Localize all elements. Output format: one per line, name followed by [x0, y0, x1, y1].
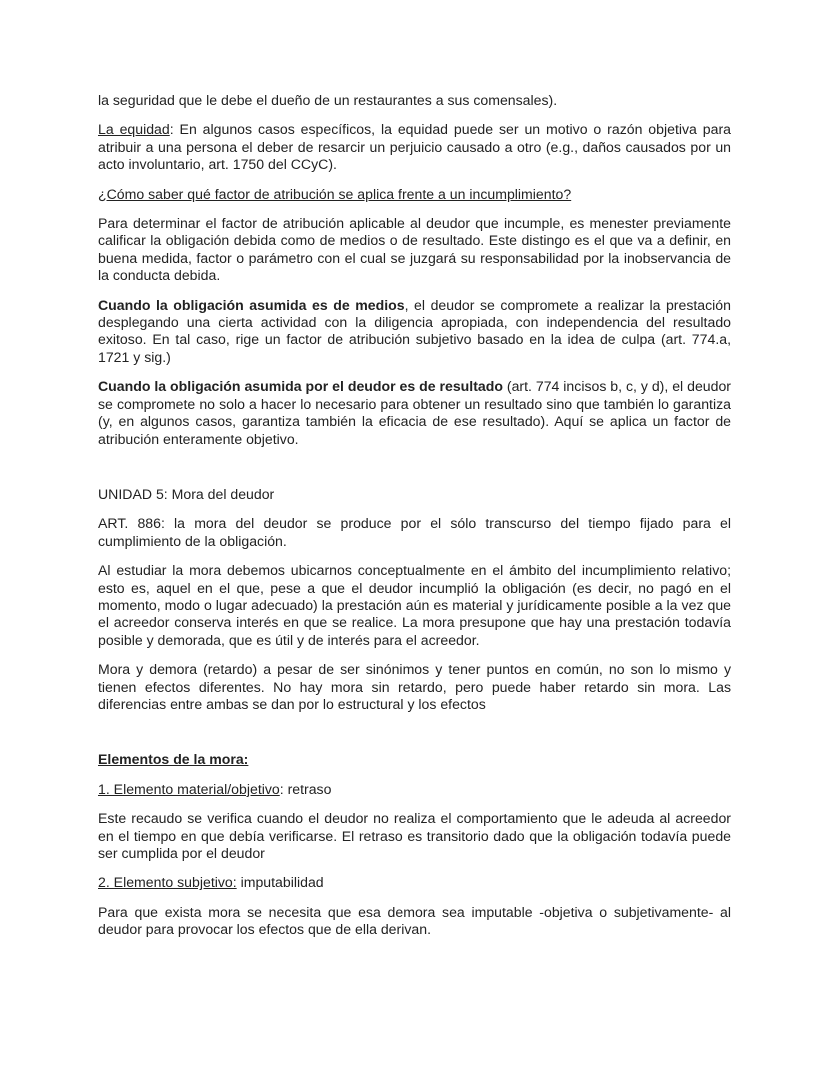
- unit-heading: [98, 486, 731, 503]
- element-2-heading: [98, 874, 731, 891]
- paragraph-text: Para determinar el factor de atribución aplicable al deudor que incumple, es menester previamente calificar la obligación debida como de medios o de resultado. Este distingo es el que va a definir, en buena medida, factor o parámetro con el cual se juzgará su responsabilidad por la inobservancia de la conducta debida.: [98, 215, 731, 284]
- question-text: ¿Cómo saber qué factor de atribución se aplica frente a un incumplimiento?: [98, 185, 572, 202]
- bold-lead-resultado: Cuando la obligación asumida por el deudor es de resultado: [98, 378, 503, 395]
- paragraph-restaurant: [98, 92, 731, 109]
- paragraph-text: Al estudiar la mora debemos ubicarnos conceptualmente en el ámbito del incumplimiento relativo; esto es, aquel en el que, pese a que el deudor incumplió la obligación (es decir, no pagó en el momento, modo o lugar adecuado) la prestación aún es material y jurídicamente posible a la vez que el acreedor conserva interés en que se realice. La mora presupone que hay una prestación todavía posible y demorada, que es útil y de interés para el acreedor.: [98, 562, 731, 648]
- element-2-label: 2. Elemento subjetivo:: [98, 874, 237, 891]
- paragraph-medios: [98, 297, 731, 367]
- element-1-heading: [98, 781, 731, 798]
- bold-lead-medios: Cuando la obligación asumida es de medios: [98, 296, 405, 313]
- paragraph-text: Mora y demora (retardo) a pesar de ser sinónimos y tener puntos en común, no son lo mismo y tienen efectos diferentes. No hay mora sin retardo, pero puede haber retardo sin mora. Las diferencias entre ambas se dan por lo estructural y los efectos: [98, 661, 731, 712]
- paragraph-text: ART. 886: la mora del deudor se produce por el sólo transcurso del tiempo fijado para el cumplimiento de la obligación.: [98, 515, 731, 549]
- paragraph-mora-concepto: [98, 562, 731, 649]
- element-1-label: 1. Elemento material/objetivo: [98, 780, 280, 797]
- paragraph-imputabilidad: [98, 904, 731, 939]
- paragraph-resultado: [98, 378, 731, 448]
- paragraph-factor: [98, 215, 731, 285]
- paragraph-text: : En algunos casos específicos, la equidad puede ser un motivo o razón objetiva para atribuir a una persona el deber de resarcir un perjuicio causado a otro (e.g., daños causados por un acto involuntario, art. 1750 del CCyC).: [98, 121, 731, 173]
- paragraph-text: , el deudor se compromete a realizar la prestación desplegando una cierta actividad con la diligencia apropiada, con independencia del resultado exitoso. En tal caso, rige un factor de atribución subjetivo basado en la idea de culpa (art. 774.a, 1721 y sig.): [98, 296, 731, 365]
- term-equidad: La equidad: [98, 121, 170, 138]
- paragraph-art886: [98, 515, 731, 550]
- paragraph-text: Este recaudo se verifica cuando el deudor no realiza el comportamiento que le adeuda al acreedor en el tiempo en que debía verificarse. El retraso es transitorio dado que la obligación todavía puede ser cumplida por el deudor: [98, 810, 731, 861]
- paragraph-equidad: [98, 121, 731, 173]
- paragraph-mora-demora: [98, 661, 731, 713]
- question-heading: [98, 186, 731, 203]
- element-1-value: : retraso: [279, 780, 332, 797]
- paragraph-text: Para que exista mora se necesita que esa demora sea imputable -objetiva o subjetivamente- al deudor para provocar los efectos que de ella derivan.: [98, 903, 731, 938]
- unit-heading-text: UNIDAD 5: Mora del deudor: [98, 485, 275, 502]
- element-2-value: imputabilidad: [236, 874, 324, 891]
- paragraph-text: (art. 774 incisos b, c, y d), el deudor se compromete no solo a hacer lo necesario para obtener un resultado sino que también lo garantiza (y, en algunos casos, garantiza también la eficacia de ese resultado). Aquí se aplica un factor de atribución enteramente objetivo.: [98, 378, 731, 447]
- elements-heading-text: Elementos de la mora:: [98, 751, 249, 768]
- paragraph-retraso: [98, 810, 731, 862]
- paragraph-text: la seguridad que le debe el dueño de un restaurantes a sus comensales).: [98, 92, 558, 108]
- elements-heading: [98, 751, 731, 768]
